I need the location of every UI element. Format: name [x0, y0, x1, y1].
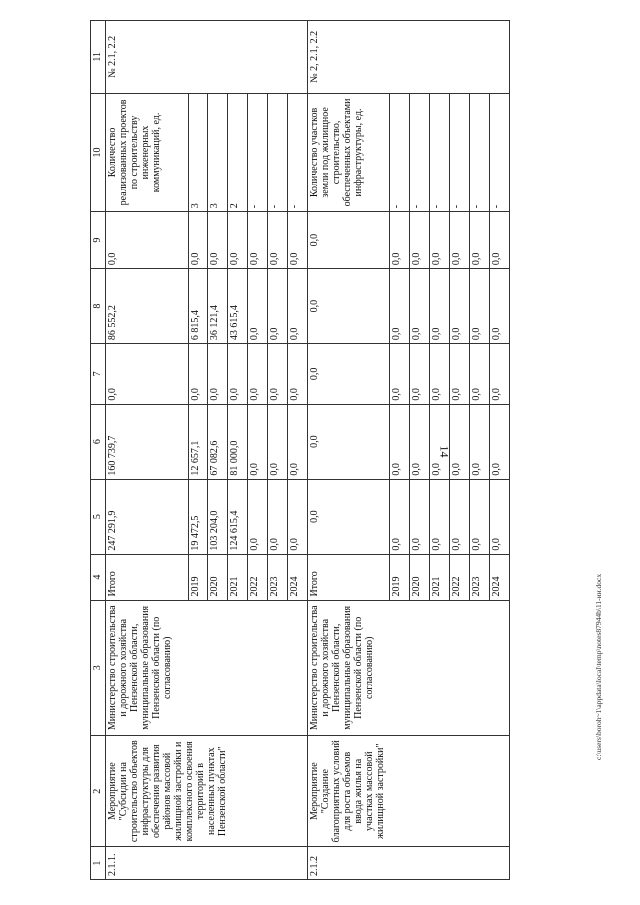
indicator-value: - — [450, 93, 470, 212]
header-cell: 7 — [91, 344, 106, 404]
value-cell: 0,0 — [390, 212, 410, 269]
header-cell: 11 — [91, 21, 106, 94]
header-cell: 9 — [91, 212, 106, 269]
value-cell: 0,0 — [489, 269, 509, 344]
activity-title: Мероприятие "Создание благоприятных условий для роста объемов ввода жилья на участках массовой жилищной застройки" — [307, 736, 509, 847]
total-value: 0,0 — [307, 404, 390, 479]
value-cell: 0,0 — [470, 479, 490, 554]
value-cell: 0,0 — [288, 404, 308, 479]
value-cell: 0,0 — [188, 212, 208, 269]
indicator-value: - — [390, 93, 410, 212]
value-cell: 0,0 — [489, 479, 509, 554]
value-cell: 0,0 — [489, 344, 509, 404]
value-cell: 36 121,4 — [208, 269, 228, 344]
value-cell: 0,0 — [430, 404, 450, 479]
total-value: 0,0 — [307, 269, 390, 344]
year-cell: 2019 — [188, 554, 208, 600]
value-cell: 43 615,4 — [228, 269, 248, 344]
value-cell: 0,0 — [470, 404, 490, 479]
indicator-value: - — [489, 93, 509, 212]
value-cell: 0,0 — [228, 344, 248, 404]
value-cell: 103 204,0 — [208, 479, 228, 554]
value-cell: 0,0 — [390, 269, 410, 344]
value-cell: 0,0 — [390, 479, 410, 554]
executor: Министерство строительства и дорожного хозяйства Пензенской области, муниципальные образования Пензенской области (по согласованию) — [307, 600, 509, 736]
reference: № 2.1, 2.2 — [106, 21, 308, 94]
year-cell: 2022 — [248, 554, 268, 600]
value-cell: 0,0 — [390, 404, 410, 479]
total-value: 0,0 — [307, 344, 390, 404]
value-cell: 0,0 — [470, 212, 490, 269]
value-cell: 0,0 — [188, 344, 208, 404]
year-cell: 2021 — [430, 554, 450, 600]
value-cell: 0,0 — [268, 212, 288, 269]
value-cell: 0,0 — [410, 344, 430, 404]
value-cell: 0,0 — [450, 404, 470, 479]
value-cell: 0,0 — [248, 269, 268, 344]
value-cell: 0,0 — [288, 479, 308, 554]
value-cell: 81 000,0 — [228, 404, 248, 479]
value-cell: 6 815,4 — [188, 269, 208, 344]
value-cell: 0,0 — [470, 269, 490, 344]
value-cell: 0,0 — [228, 212, 248, 269]
year-cell: 2023 — [268, 554, 288, 600]
footer-file-path: c:\users\boroh~1\appdata\local\temp\notes87944b\11-ии.docx — [594, 573, 603, 760]
year-cell: 2021 — [228, 554, 248, 600]
value-cell: 0,0 — [489, 212, 509, 269]
value-cell: 0,0 — [450, 212, 470, 269]
indicator-value: - — [430, 93, 450, 212]
value-cell: 0,0 — [450, 479, 470, 554]
value-cell: 0,0 — [208, 212, 228, 269]
table-row — [307, 21, 390, 880]
value-cell: 0,0 — [288, 269, 308, 344]
header-cell: 5 — [91, 479, 106, 554]
indicator-value: - — [470, 93, 490, 212]
value-cell: 0,0 — [248, 212, 268, 269]
year-cell: 2022 — [450, 554, 470, 600]
header-cell: 4 — [91, 554, 106, 600]
value-cell: 0,0 — [288, 212, 308, 269]
value-cell: 0,0 — [430, 269, 450, 344]
value-cell: 0,0 — [489, 404, 509, 479]
total-value: 0,0 — [307, 479, 390, 554]
row-id: 2.1.2 — [307, 847, 509, 880]
value-cell: 0,0 — [288, 344, 308, 404]
indicator-value: - — [268, 93, 288, 212]
executor: Министерство строительства и дорожного хозяйства Пензенской области, муниципальные образования Пензенской области (по согласованию) — [106, 600, 308, 736]
indicator-value: - — [288, 93, 308, 212]
value-cell: 19 472,5 — [188, 479, 208, 554]
value-cell: 0,0 — [430, 212, 450, 269]
header-cell: 10 — [91, 93, 106, 212]
value-cell: 0,0 — [410, 404, 430, 479]
total-value: 0,0 — [106, 344, 189, 404]
year-cell: 2024 — [489, 554, 509, 600]
value-cell: 67 082,6 — [208, 404, 228, 479]
activity-title: Мероприятие "Субсидии на строительство объектов инфраструктуры для обеспечения развития районов массовой жилищной застройки и комплексного освоения территорий в населенных пунктах Пензенской области" — [106, 736, 308, 847]
indicator-value: 2 — [228, 93, 248, 212]
value-cell: 0,0 — [248, 479, 268, 554]
indicator-value: 3 — [208, 93, 228, 212]
value-cell: 0,0 — [430, 479, 450, 554]
value-cell: 0,0 — [410, 269, 430, 344]
value-cell: 0,0 — [430, 344, 450, 404]
header-row — [91, 21, 106, 880]
total-value: 0,0 — [106, 212, 189, 269]
value-cell: 0,0 — [470, 344, 490, 404]
value-cell: 0,0 — [268, 344, 288, 404]
header-cell: 3 — [91, 600, 106, 736]
program-activities-table — [90, 20, 510, 880]
header-cell: 1 — [91, 847, 106, 880]
indicator: Количество участков земли под жилищное строительство, обеспеченных объектами инфраструктуры, ед. — [307, 93, 390, 212]
header-cell: 8 — [91, 269, 106, 344]
page-number: 14 — [437, 445, 452, 458]
year-cell: 2019 — [390, 554, 410, 600]
year-cell: 2020 — [208, 554, 228, 600]
total-label: Итого — [106, 554, 189, 600]
value-cell: 0,0 — [268, 269, 288, 344]
value-cell: 0,0 — [268, 479, 288, 554]
row-id: 2.1.1. — [106, 847, 308, 880]
table-row — [106, 21, 189, 880]
indicator: Количество реализованных проектов по строительству инженерных коммуникаций, ед. — [106, 93, 189, 212]
value-cell: 0,0 — [410, 212, 430, 269]
value-cell: 0,0 — [410, 479, 430, 554]
value-cell: 0,0 — [450, 269, 470, 344]
value-cell: 0,0 — [248, 404, 268, 479]
value-cell: 124 615,4 — [228, 479, 248, 554]
year-cell: 2020 — [410, 554, 430, 600]
value-cell: 0,0 — [248, 344, 268, 404]
total-value: 86 552,2 — [106, 269, 189, 344]
total-value: 160 739,7 — [106, 404, 189, 479]
value-cell: 0,0 — [390, 344, 410, 404]
value-cell: 0,0 — [268, 404, 288, 479]
value-cell: 12 657,1 — [188, 404, 208, 479]
total-value: 247 291,9 — [106, 479, 189, 554]
indicator-value: 3 — [188, 93, 208, 212]
year-cell: 2024 — [288, 554, 308, 600]
reference: № 2, 2.1, 2.2 — [307, 21, 509, 94]
value-cell: 0,0 — [208, 344, 228, 404]
header-cell: 2 — [91, 736, 106, 847]
year-cell: 2023 — [470, 554, 490, 600]
indicator-value: - — [410, 93, 430, 212]
total-value: 0,0 — [307, 212, 390, 269]
rotated-table-container — [90, 20, 510, 880]
value-cell: 0,0 — [450, 344, 470, 404]
header-cell: 6 — [91, 404, 106, 479]
indicator-value: - — [248, 93, 268, 212]
total-label: Итого — [307, 554, 390, 600]
